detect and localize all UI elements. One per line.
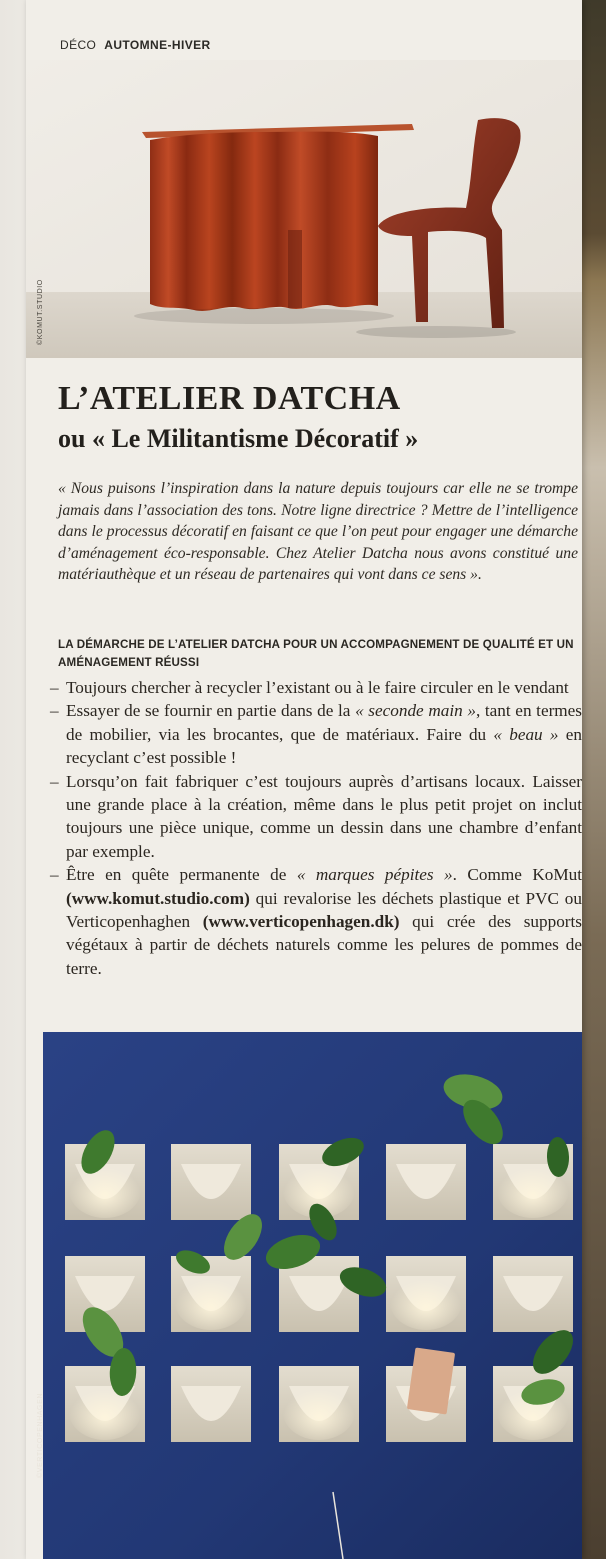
wall-planter bbox=[171, 1144, 251, 1220]
list-dash: – bbox=[50, 701, 59, 721]
wall-planter bbox=[493, 1256, 573, 1332]
photo-credit-bottom: ©VERTICOPENHAGEN bbox=[37, 1392, 44, 1478]
section-label: DÉCO bbox=[60, 38, 97, 52]
wall-planter bbox=[279, 1366, 359, 1442]
list-dash: – bbox=[50, 865, 59, 885]
list-dash: – bbox=[50, 678, 59, 697]
rubric-header bbox=[60, 38, 211, 52]
table-chair-photo bbox=[26, 60, 582, 358]
list-item: – Lorsqu’on fait fabriquer c’est toujours auprès d’artisans locaux. Laisser une grande place à la création, même dans le plus petit projet on inclut toujours une pièce unique, comme un dessin dans une chambre d’enfant par exemple. bbox=[50, 771, 582, 861]
article-title: L’ATELIER DATCHA bbox=[58, 380, 401, 417]
planter-wall-photo bbox=[43, 1032, 582, 1559]
magazine-page bbox=[26, 0, 582, 1559]
approach-list bbox=[50, 676, 582, 980]
list-item: – Être en quête permanente de « marques pépites ». Comme KoMut (www.komut.studio.com) qui revalorise les déchets plastique et PVC ou Verticopenhaghen (www.verticopenhagen.dk) qui crée des supports végétaux à partir de déchets naturels comme les pelures de pommes de terre. bbox=[50, 865, 582, 978]
list-item: – Toujours chercher à recycler l’existant ou à le faire circuler en le vendant bbox=[50, 676, 582, 699]
verticopenhagen-link: (www.verticopenhagen.dk) bbox=[202, 912, 400, 932]
wall-planter bbox=[386, 1256, 466, 1332]
komut-link: (www.komut.studio.com) bbox=[66, 888, 250, 908]
photo-credit-top: ©KOMUT.STUDIO bbox=[37, 279, 44, 345]
list-item: – Essayer de se fournir en partie dans de la « seconde main », tant en termes de mobilier, via les brocantes, que de matériaux. Faire du « beau » en recyclant c’est possible ! bbox=[50, 701, 582, 768]
wall-planter bbox=[171, 1366, 251, 1442]
list-dash: – bbox=[50, 771, 59, 791]
season-label: AUTOMNE-HIVER bbox=[104, 38, 211, 52]
section-heading: LA DÉMARCHE DE L’ATELIER DATCHA POUR UN ACCOMPAGNEMENT DE QUALITÉ ET UN AMÉNAGEMENT RÉUSSI bbox=[58, 638, 574, 669]
intro-quote: « Nous puisons l’inspiration dans la nature depuis toujours car elle ne se trompe jamais dans l’association des tons. Notre ligne directrice ? Mettre de l’intelligence dans le processus décoratif en faisant ce que l’on peut pour engager une démarche d’aménagement éco-responsable. Chez Atelier Datcha nous avons constitué une matériauthèque et un réseau de partenaires qui vont dans ce sens ». bbox=[58, 480, 578, 584]
wall-planter bbox=[386, 1144, 466, 1220]
article-subtitle: ou « Le Militantisme Décoratif » bbox=[58, 424, 419, 453]
